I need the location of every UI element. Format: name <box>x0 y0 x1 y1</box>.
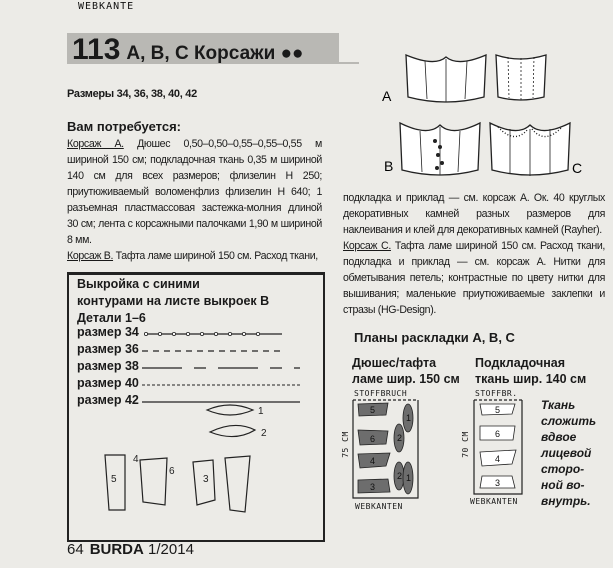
corset-sketches <box>380 45 583 190</box>
size-legend-42: размер 42 <box>77 393 139 407</box>
f2-piece-6: 6 <box>495 429 501 439</box>
f2-piece-5: 5 <box>495 405 501 415</box>
selvage-label-top: WEBKANTE <box>78 1 135 12</box>
corsage-a-text: Дюшес 0,50–0,50–0,55–0,55–0,55 м шириной 150 см; подкладочная ткань 0,35 м шириной 140 см для всех размеров; флизелин H 250; приутюживаемый воломенфлиз флизелин H 640; 1 разъемная пластмассовая застежка-молния длиной 30 см; лента с корсажными палочками 1,90 м шириной 8 мм. <box>67 138 322 246</box>
fabric2-heading: Подкладочная ткань шир. 140 см <box>475 356 587 386</box>
piece-label-1: 1 <box>258 406 264 417</box>
piece-label-2: 2 <box>261 428 267 439</box>
pattern-line2: контурами на листе выкроек B <box>77 294 270 308</box>
figure-label-a: A <box>382 88 392 104</box>
difficulty-dots: ●● <box>280 43 304 64</box>
figure-label-c: C <box>572 160 583 176</box>
pattern-line1: Выкройка с синими <box>77 277 200 291</box>
f2-piece-3: 3 <box>495 478 501 488</box>
f1-piece-6: 6 <box>370 434 376 444</box>
f2-piece-4: 4 <box>495 454 501 464</box>
fabric1-heading: Дюшес/тафта ламе шир. 150 см <box>352 356 460 386</box>
corsage-b-cont: подкладка и приклад — см. корсаж А. Ок. 40 круглых декоративных камней разных размеров для наклеивания и клей для декоративных камней (Rayher). <box>343 192 605 236</box>
fabric2-fold: STOFFBR. <box>475 389 518 398</box>
f1-piece-5: 5 <box>370 405 376 415</box>
corsage-b-text: Тафта ламе шириной 150 см. Расход ткани, <box>113 250 318 262</box>
pattern-line3: Детали 1–6 <box>77 311 146 325</box>
layout-diagrams <box>350 398 540 502</box>
corsage-a-label: Корсаж А. <box>67 138 124 150</box>
issue: 1/2014 <box>148 541 194 558</box>
size-legend-40: размер 40 <box>77 376 139 390</box>
title-rule <box>339 62 359 64</box>
corsage-c-text: Тафта ламе шириной 150 см. Расход ткани, подкладка и приклад — см. корсаж А. Нитки для обметывания петель; контрастные по цвету нитки для вышивания; маленькие приутюживаемые заклепки и стразы (HG-Design). <box>343 240 605 316</box>
requirements-left <box>67 136 322 264</box>
page-footer <box>67 541 194 558</box>
piece-label-6: 6 <box>169 466 175 477</box>
fabric2-length: 70 CM <box>460 431 470 458</box>
sizes: Размеры 34, 36, 38, 40, 42 <box>67 88 197 100</box>
f1-piece-1b: 1 <box>406 473 412 483</box>
f1-piece-2a: 2 <box>397 433 403 443</box>
f1-piece-3: 3 <box>370 482 376 492</box>
f1-piece-4: 4 <box>370 456 376 466</box>
size-legend-38: размер 38 <box>77 359 139 373</box>
corsage-c-label: Корсаж C. <box>343 240 391 252</box>
piece-label-3: 3 <box>203 474 209 485</box>
piece-label-5: 5 <box>111 474 117 485</box>
f1-piece-1a: 1 <box>406 413 412 423</box>
title-text: A, B, C Корсажи <box>126 43 276 64</box>
pattern-info <box>77 276 269 327</box>
fabric2-selvage: WEBKANTEN <box>470 497 518 506</box>
corsage-b-label: Корсаж B. <box>67 250 114 262</box>
corset-a-back <box>496 55 546 100</box>
pattern-pieces-drawing <box>95 400 320 540</box>
requirements-right <box>343 190 605 318</box>
model-number: 113 <box>72 33 121 66</box>
page-number: 64 <box>67 541 84 558</box>
piece-label-4: 4 <box>133 454 139 465</box>
f1-piece-2b: 2 <box>397 471 403 481</box>
fold-note: Ткань сложить вдвое лицевой сторо- ной во- внутрь. <box>541 398 597 508</box>
fabric1-selvage: WEBKANTEN <box>355 502 403 511</box>
page-title <box>72 33 304 67</box>
size-legend-34: размер 34 <box>77 325 139 339</box>
figure-label-b: B <box>384 158 394 174</box>
fabric1-length: 75 CM <box>340 431 350 458</box>
layout-heading: Планы раскладки A, B, C <box>354 330 515 345</box>
brand: BURDA <box>89 541 144 558</box>
size-legend-36: размер 36 <box>77 342 139 356</box>
fabric1-fold: STOFFBRUCH <box>354 389 408 398</box>
requirements-heading: Вам потребуется: <box>67 119 181 134</box>
